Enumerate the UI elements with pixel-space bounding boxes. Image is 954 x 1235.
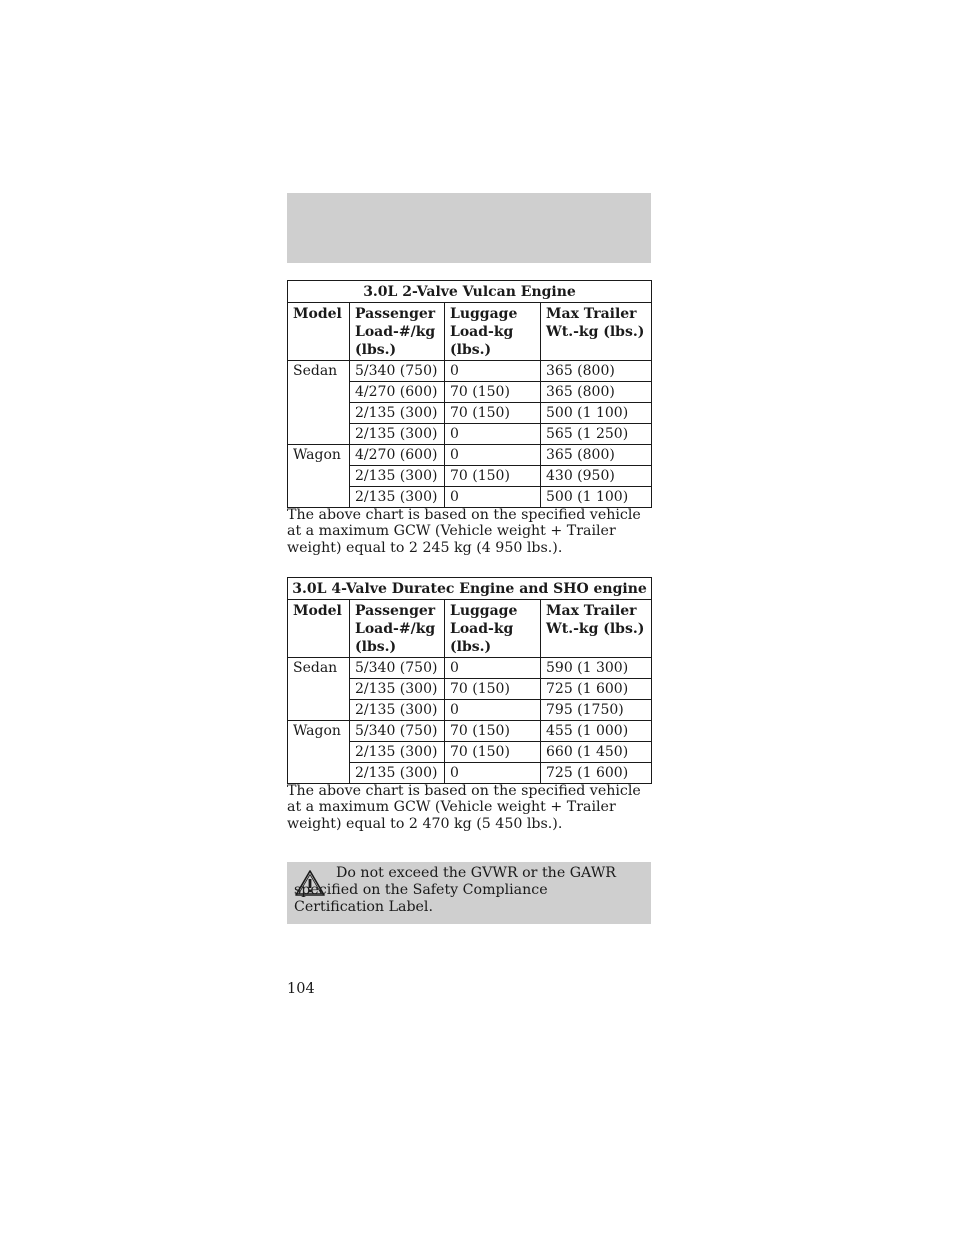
model-cell: Wagon (288, 445, 350, 508)
passenger-cell: 2/135 (300) (350, 403, 445, 424)
trailer-cell: 365 (800) (541, 445, 652, 466)
column-header-model: Model (288, 600, 350, 658)
trailer-cell: 365 (800) (541, 361, 652, 382)
trailer-cell: 430 (950) (541, 466, 652, 487)
table-note: The above chart is based on the specified vehicle at a maximum GCW (Vehicle weight + Trailer weight) equal to 2 245 kg (4 950 lbs.). (287, 507, 641, 556)
column-header-max-trailer: Max Trailer Wt.-kg (lbs.) (541, 600, 652, 658)
passenger-cell: 2/135 (300) (350, 466, 445, 487)
warning-text: Do not exceed the GVWR or the GAWR specified on the Safety Compliance Certification Label. (294, 865, 616, 915)
column-header-passenger: Passenger Load-#/kg (lbs.) (350, 303, 445, 361)
passenger-cell: 2/135 (300) (350, 487, 445, 508)
model-cell: Sedan (288, 361, 350, 445)
passenger-cell: 2/135 (300) (350, 763, 445, 784)
table-title: 3.0L 2-Valve Vulcan Engine (288, 281, 652, 303)
column-header-passenger: Passenger Load-#/kg (lbs.) (350, 600, 445, 658)
warning-box (287, 862, 651, 924)
passenger-cell: 2/135 (300) (350, 742, 445, 763)
luggage-cell: 0 (445, 658, 541, 679)
trailer-cell: 565 (1 250) (541, 424, 652, 445)
luggage-cell: 0 (445, 763, 541, 784)
luggage-cell: 0 (445, 700, 541, 721)
trailer-cell: 455 (1 000) (541, 721, 652, 742)
passenger-cell: 4/270 (600) (350, 382, 445, 403)
passenger-cell: 5/340 (750) (350, 721, 445, 742)
column-header-luggage: Luggage Load-kg (lbs.) (445, 600, 541, 658)
table-title: 3.0L 4-Valve Duratec Engine and SHO engine (288, 578, 652, 600)
luggage-cell: 70 (150) (445, 466, 541, 487)
trailer-cell: 725 (1 600) (541, 763, 652, 784)
passenger-cell: 5/340 (750) (350, 658, 445, 679)
luggage-cell: 70 (150) (445, 403, 541, 424)
luggage-cell: 70 (150) (445, 679, 541, 700)
trailer-cell: 795 (1750) (541, 700, 652, 721)
luggage-cell: 70 (150) (445, 382, 541, 403)
vulcan-engine-table (287, 280, 652, 508)
luggage-cell: 0 (445, 424, 541, 445)
table-row (288, 445, 652, 466)
luggage-cell: 70 (150) (445, 742, 541, 763)
trailer-cell: 500 (1 100) (541, 403, 652, 424)
duratec-engine-table (287, 577, 652, 784)
table-note: The above chart is based on the specified vehicle at a maximum GCW (Vehicle weight + Trailer weight) equal to 2 470 kg (5 450 lbs.). (287, 783, 641, 832)
table-row (288, 658, 652, 679)
trailer-cell: 660 (1 450) (541, 742, 652, 763)
trailer-cell: 500 (1 100) (541, 487, 652, 508)
trailer-cell: 590 (1 300) (541, 658, 652, 679)
passenger-cell: 5/340 (750) (350, 361, 445, 382)
luggage-cell: 0 (445, 361, 541, 382)
page-number: 104 (287, 981, 315, 997)
header-band (287, 193, 651, 263)
column-header-model: Model (288, 303, 350, 361)
trailer-cell: 365 (800) (541, 382, 652, 403)
passenger-cell: 2/135 (300) (350, 679, 445, 700)
table-row (288, 361, 652, 382)
column-header-luggage: Luggage Load-kg (lbs.) (445, 303, 541, 361)
passenger-cell: 4/270 (600) (350, 445, 445, 466)
model-cell: Sedan (288, 658, 350, 721)
luggage-cell: 0 (445, 445, 541, 466)
luggage-cell: 0 (445, 487, 541, 508)
model-cell: Wagon (288, 721, 350, 784)
column-header-max-trailer: Max Trailer Wt.-kg (lbs.) (541, 303, 652, 361)
luggage-cell: 70 (150) (445, 721, 541, 742)
table-row (288, 721, 652, 742)
trailer-cell: 725 (1 600) (541, 679, 652, 700)
passenger-cell: 2/135 (300) (350, 700, 445, 721)
passenger-cell: 2/135 (300) (350, 424, 445, 445)
